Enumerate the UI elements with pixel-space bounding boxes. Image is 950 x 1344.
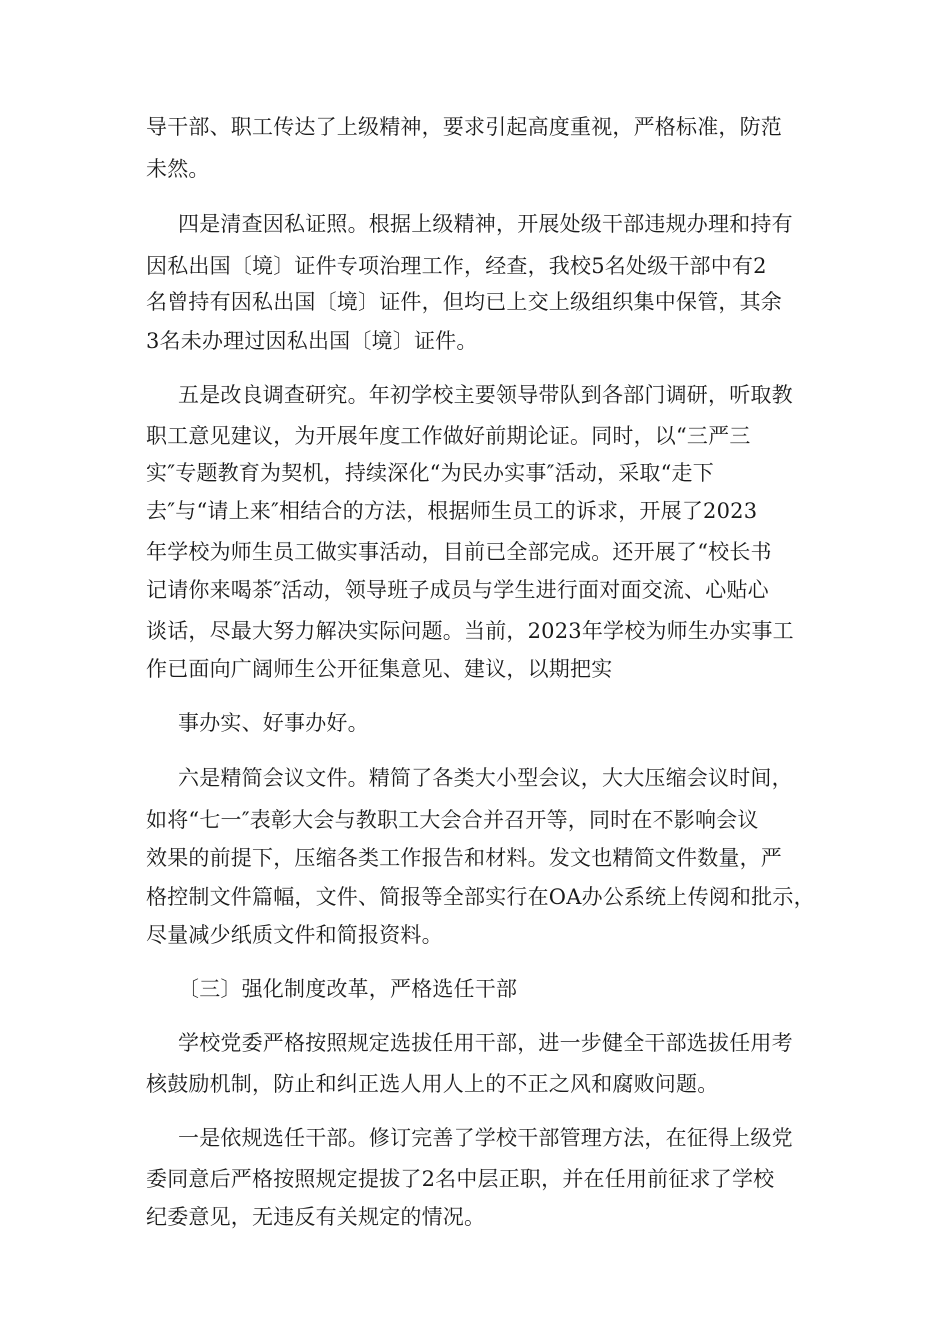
text-line: 学校党委严格按照规定选拔任用干部，进一步健全干部选拔任用考 <box>178 1031 793 1055</box>
text-line: 去″与“请上来″相结合的方法，根据师生员工的诉求，开展了2023 <box>146 499 758 523</box>
text-line: 格控制文件篇幅，文件、简报等全部实行在OA办公系统上传阅和批示， <box>146 885 815 909</box>
text-line: 委同意后严格按照规定提拔了2名中层正职，并在任用前征求了学校 <box>146 1167 775 1191</box>
text-line: 职工意见建议，为开展年度工作做好前期论证。同时，以“三严三 <box>146 424 751 448</box>
text-line: 作已面向广阔师生公开征集意见、建议，以期把实 <box>146 657 613 681</box>
text-line: 四是清查因私证照。根据上级精神，开展处级干部违规办理和持有 <box>178 212 793 236</box>
text-line: 年学校为师生员工做实事活动，目前已全部完成。还开展了“校长书 <box>146 540 772 564</box>
text-line: 纪委意见，无违反有关规定的情况。 <box>146 1205 486 1229</box>
text-line: 因私出国〔境〕证件专项治理工作，经查，我校5名处级干部中有2 <box>146 254 767 278</box>
text-line: 六是精简会议文件。精简了各类大小型会议，大大压缩会议时间， <box>178 766 793 790</box>
text-line: 名曾持有因私出国〔境〕证件，但均已上交上级组织集中保管，其余 <box>146 290 782 314</box>
text-line: 核鼓励机制，防止和纠正选人用人上的不正之风和腐败问题。 <box>146 1072 719 1096</box>
text-line: 3名未办理过因私出国〔境〕证件。 <box>146 329 478 353</box>
text-line: 谈话，尽最大努力解决实际问题。当前，2023年学校为师生办实事工 <box>146 619 794 643</box>
text-line: 导干部、职工传达了上级精神，要求引起高度重视，严格标准，防范 <box>146 115 782 139</box>
text-line: 记请你来喝茶″活动，领导班子成员与学生进行面对面交流、心贴心 <box>146 578 769 602</box>
text-line: 效果的前提下，压缩各类工作报告和材料。发文也精简文件数量，严 <box>146 846 782 870</box>
text-line: 尽量减少纸质文件和简报资料。 <box>146 923 443 947</box>
text-line: 实″专题教育为契机，持续深化“为民办实事″活动，采取“走下 <box>146 461 714 485</box>
text-line: 未然。 <box>146 157 210 181</box>
text-line: 事办实、好事办好。 <box>178 711 369 735</box>
text-line: 一是依规选任干部。修订完善了学校干部管理方法，在征得上级党 <box>178 1126 793 1150</box>
text-line: 五是改良调查研究。年初学校主要领导带队到各部门调研，听取教 <box>178 383 793 407</box>
section-heading: 〔三〕强化制度改革，严格选任干部 <box>178 977 518 1001</box>
text-line: 如将“七一″表彰大会与教职工大会合并召开等，同时在不影响会议 <box>146 808 759 832</box>
